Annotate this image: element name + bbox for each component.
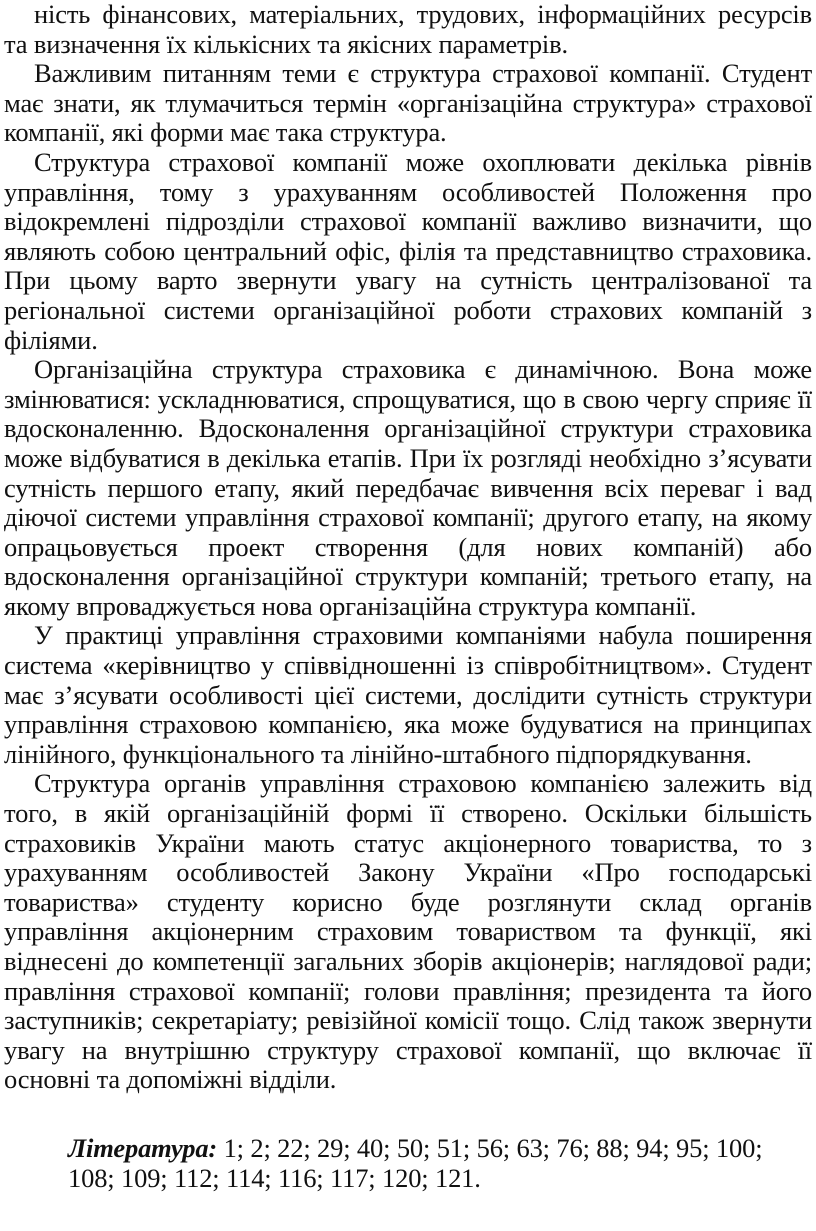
paragraph-3: Структура страхової компанії може охоплювати декілька рівнів управління, тому з урахуванням особливостей Положення про відокремлені підрозділи страхової компанії важливо визначити, що являють собою центральний офіс, філія та представництво страховика. При цьому варто звернути увагу на сутність централізованої та регіональної системи організаційної роботи страхових компаній з філіями. bbox=[4, 146, 812, 355]
paragraph-2: Важливим питанням теми є структура страхової компанії. Студент має знати, як тлумачиться термін «організаційна структура» страхової компанії, які форми має така структура. bbox=[4, 58, 812, 148]
paragraph-6: Структура органів управління страховою компанією залежить від того, в якій організаційній формі її створено. Оскільки більшість страховиків України мають статус акціонерного товариства, то з урахуванням особливостей Закону України «Про господарські товариства» студенту корисно буде розглянути склад органів управління акціонерним страховим товариством та функції, які віднесені до компетенції загальних зборів акціонерів; наглядової ради; правління страхової компанії; голови правління; президента та його заступників; секретаріату; ревізійної комісії тощо. Слід також звернути увагу на внутрішню структуру страхової компанії, що включає її основні та допоміжні відділи. bbox=[4, 768, 812, 1095]
literature-refs: 1; 2; 22; 29; 40; 50; 51; 56; 63; 76; 88; 94; 95; 100; 108; 109; 112; 114; 116; 117; 120; 121. bbox=[68, 1132, 763, 1193]
paragraph-1: ність фінансових, матеріальних, трудових, інформаційних ресурсів та визначення їх кількісних та якісних параметрів. bbox=[4, 0, 812, 59]
literature-label: Література: bbox=[68, 1132, 218, 1163]
literature-line bbox=[4, 1133, 812, 1193]
paragraph-5: У практиці управління страховими компаніями набула поширення система «керівництво у співвідношенні із співробітництвом». Студент має з’ясувати особливості цієї системи, дослідити сутність структури управління страховою компанією, яка може будуватися на принципах лінійного, функціонального та лінійно-штабного підпорядкування. bbox=[4, 620, 812, 769]
paragraph-4: Організаційна структура страховика є динамічною. Вона може змінюватися: ускладнюватися, спрощуватися, що в свою чергу сприяє її вдосконаленню. Вдосконалення організаційної структури страховика може відбуватися в декілька етапів. При їх розгляді необхідно з’ясувати сутність першого етапу, який передбачає вивчення всіх переваг і вад діючої системи управління страхової компанії; другого етапу, на якому опрацьовується проект створення (для нових компаній) або вдосконалення організаційної структури компаній; третього етапу, на якому впроваджується нова організаційна структура компанії. bbox=[4, 354, 812, 621]
